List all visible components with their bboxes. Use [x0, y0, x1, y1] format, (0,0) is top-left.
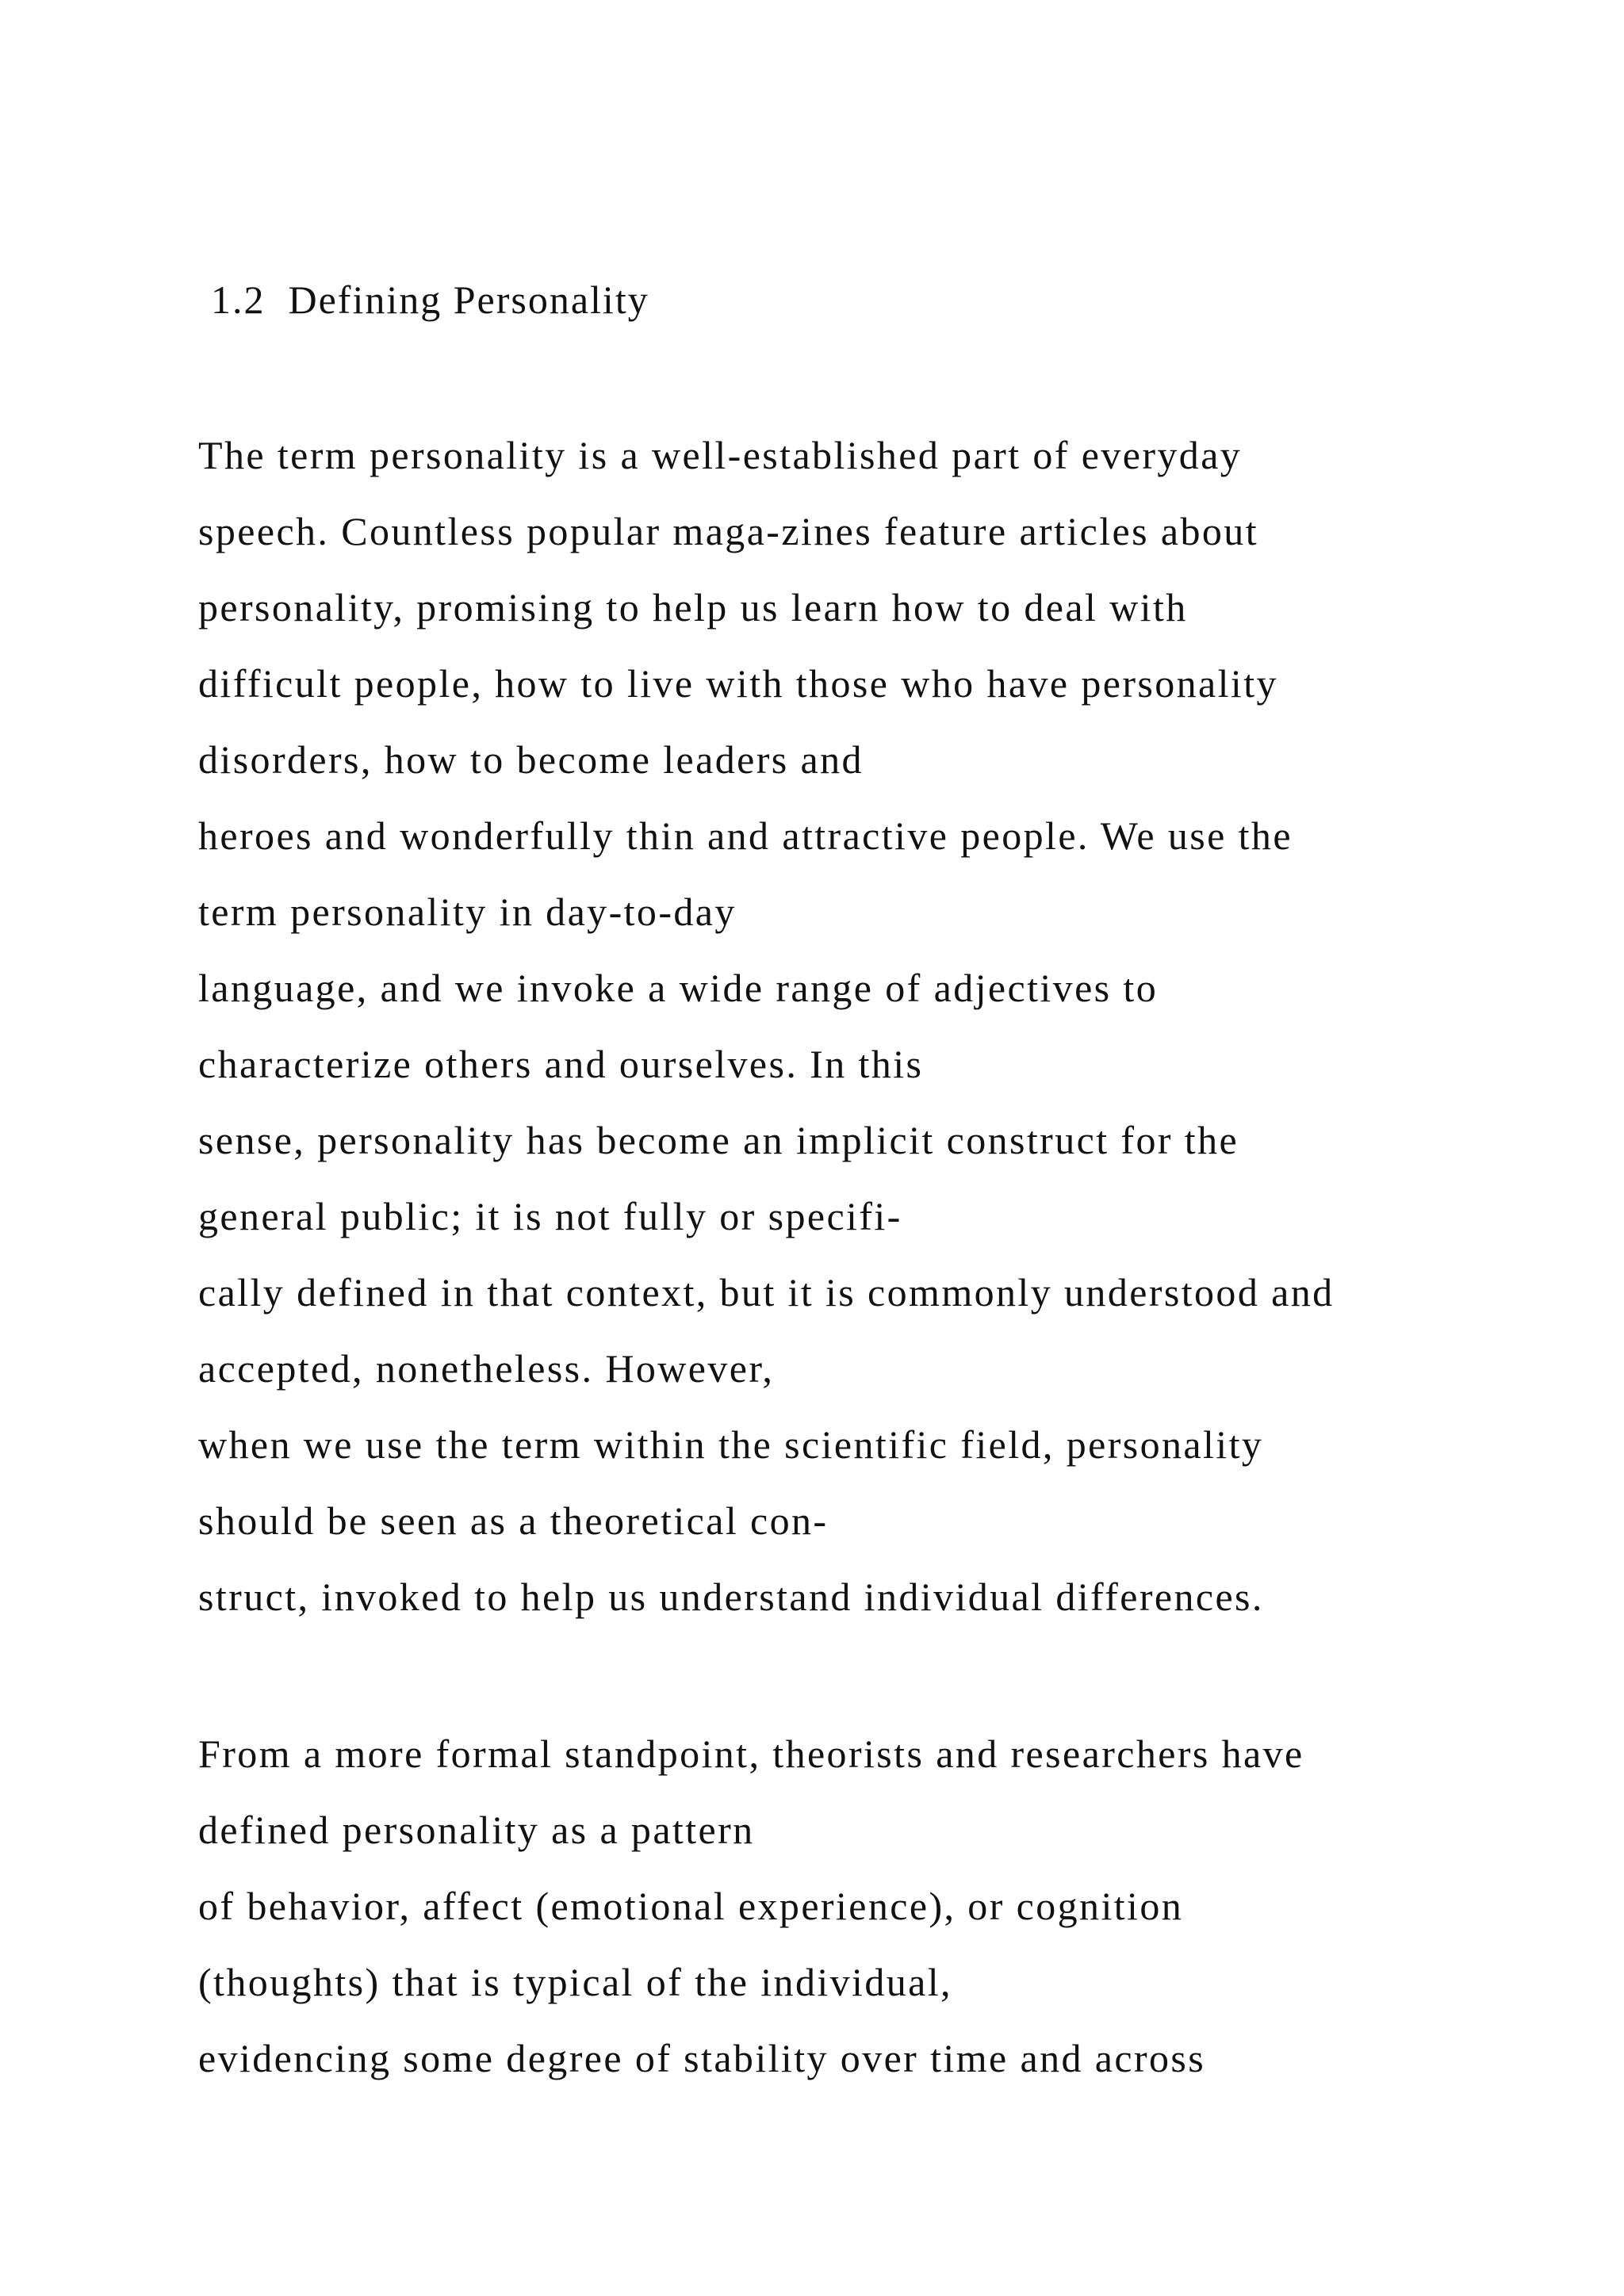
- text-line: The term personality is a well-established part of everyday: [198, 433, 1243, 477]
- text-line: (thoughts) that is typical of the individual,: [198, 1960, 952, 2004]
- text-line: when we use the term within the scientific field, personality: [198, 1422, 1264, 1467]
- text-line: heroes and wonderfully thin and attractive people. We use the: [198, 813, 1293, 858]
- text-line: difficult people, how to live with those who have personality: [198, 661, 1278, 706]
- text-line: accepted, nonetheless. However,: [198, 1346, 775, 1391]
- text-line: From a more formal standpoint, theorists and researchers have: [198, 1732, 1304, 1776]
- paragraph-1: [198, 417, 1594, 1635]
- text-line: speech. Countless popular maga-zines feature articles about: [198, 509, 1258, 553]
- section-heading: 1.2 Defining Personality: [211, 277, 649, 322]
- text-line: language, and we invoke a wide range of adjectives to: [198, 966, 1159, 1010]
- text-line: struct, invoked to help us understand individual differences.: [198, 1575, 1264, 1619]
- text-line: of behavior, affect (emotional experience), or cognition: [198, 1884, 1184, 1928]
- text-line: defined personality as a pattern: [198, 1808, 755, 1852]
- text-line: term personality in day-to-day: [198, 890, 737, 934]
- text-line: evidencing some degree of stability over time and across: [198, 2036, 1206, 2080]
- text-line: general public; it is not fully or specifi-: [198, 1194, 902, 1238]
- text-line: should be seen as a theoretical con-: [198, 1498, 829, 1543]
- text-line: personality, promising to help us learn how to deal with: [198, 585, 1188, 629]
- paragraph-2: [198, 1716, 1594, 2096]
- text-line: disorders, how to become leaders and: [198, 737, 864, 782]
- text-line: characterize others and ourselves. In this: [198, 1042, 924, 1086]
- text-line: cally defined in that context, but it is commonly understood and: [198, 1270, 1335, 1314]
- text-line: sense, personality has become an implicit construct for the: [198, 1118, 1239, 1162]
